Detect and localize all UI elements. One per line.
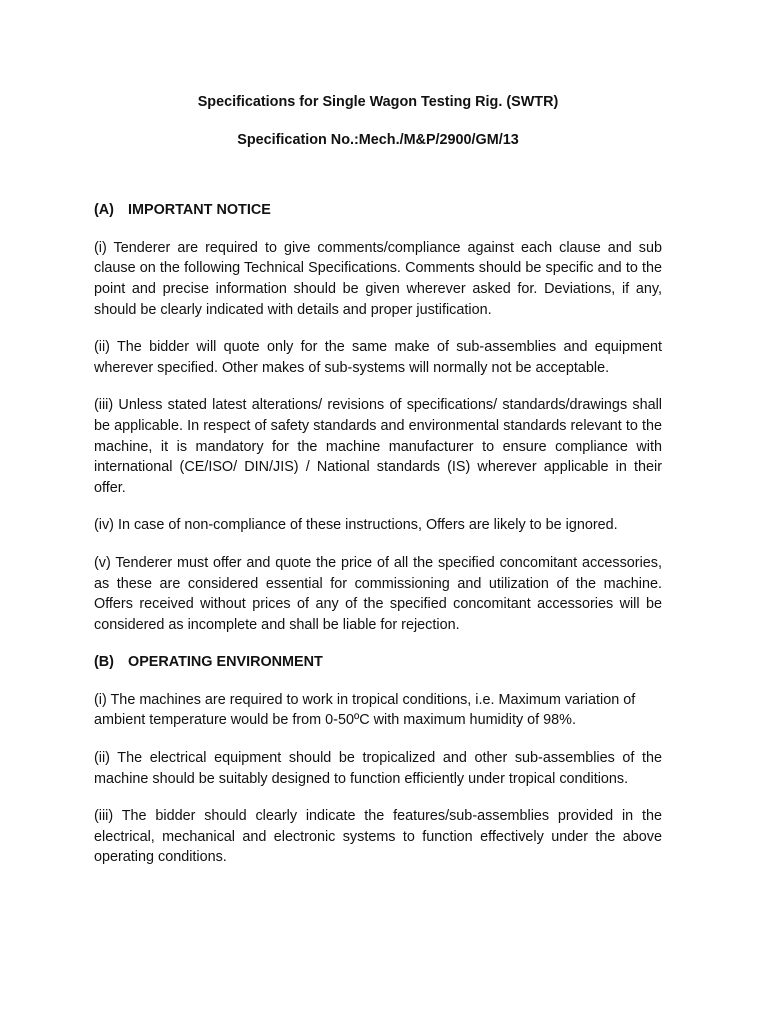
notice-paragraph-ii: (ii) The bidder will quote only for the same make of sub-assemblies and equipment wherever specified. Other makes of sub-systems will normally not be acceptable. (94, 339, 662, 376)
section-operating-environment (94, 652, 662, 868)
environment-paragraph-i: (i) The machines are required to work in tropical conditions, i.e. Maximum variation of ambient temperature would be from 0-50ºC with maximum humidity of 98%. (94, 691, 636, 729)
notice-paragraph-iii: (iii) Unless stated latest alterations/ revisions of specifications/ standards/drawings shall be applicable. In respect of safety standards and environmental standards relevant to the machine, it is mandatory for the machine manufacturer to ensure compliance with international (CE/ISO/ DIN/JIS) / National standards (IS) wherever applicable in their offer. (94, 397, 662, 496)
document-title: Specifications for Single Wagon Testing Rig. (SWTR) (197, 94, 559, 110)
environment-paragraph-iii: (iii) The bidder should clearly indicate the features/sub-assemblies provided in the electrical, mechanical and electronic systems to function effectively under the above operating conditions. (94, 808, 662, 866)
notice-paragraph-v: (v) Tenderer must offer and quote the price of all the specified concomitant accessories, as these are considered essential for commissioning and utilization of the machine. Offers received without prices of any of the specified concomitant accessories will be considered as incomplete and shall be liable for rejection. (94, 554, 662, 633)
environment-paragraph-ii: (ii) The electrical equipment should be tropicalized and other sub-assemblies of the machine should be suitably designed to function efficiently under tropical conditions. (94, 750, 662, 787)
notice-paragraph-i: (i) Tenderer are required to give comments/compliance against each clause and sub clause on the following Technical Specifications. Comments should be specific and to the point and precise information should be given wherever asked for. Deviations, if any, should be clearly indicated with details and proper justification. (94, 239, 662, 318)
section-label: (B) (94, 654, 114, 671)
section-label: (A) (94, 202, 114, 219)
section-title: IMPORTANT NOTICE (128, 202, 271, 219)
section-title: OPERATING ENVIRONMENT (128, 654, 323, 671)
notice-paragraph-iv: (iv) In case of non-compliance of these instructions, Offers are likely to be ignored. (94, 517, 618, 534)
section-heading (94, 652, 662, 673)
section-important-notice (94, 200, 662, 635)
document-page (94, 92, 662, 885)
section-heading (94, 200, 662, 221)
specification-number: Specification No.:Mech./M&P/2900/GM/13 (237, 131, 519, 148)
